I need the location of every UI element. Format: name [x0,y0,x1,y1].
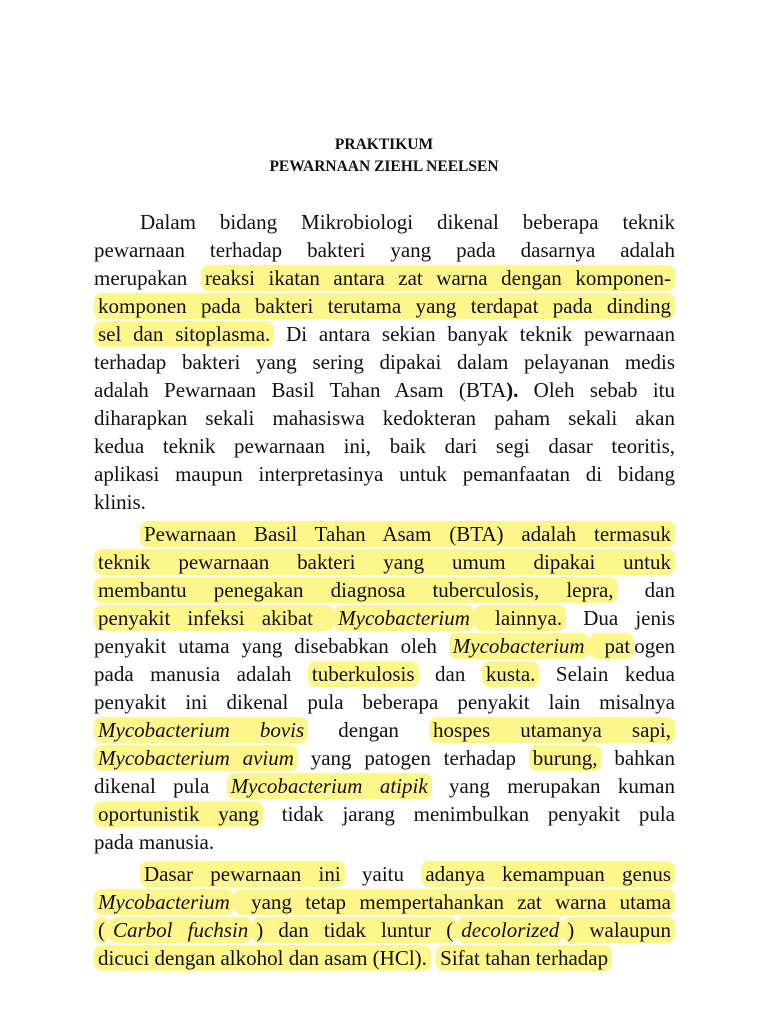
text-segment: yang patogen terhadap [297,746,529,770]
text-segment: penyakit utama yang disebabkan oleh [94,634,449,658]
highlighted-text: adanya kemampuan genus [421,861,675,887]
highlighted-text: ( [94,917,109,943]
text-line [94,460,675,488]
text-line [94,576,675,604]
text-segment: tidak jarang menimbulkan penyakit pula [263,802,676,826]
text-line [94,548,675,576]
text-segment: pada manusia adalah [94,662,308,686]
highlighted-text: komponen pada bakteri terutama yang terdapat pada dinding [94,293,675,319]
highlighted-text: Mycobacterium [449,633,589,659]
text-segment: ). [506,378,519,402]
text-segment: ogen [634,634,676,658]
text-segment: pada manusia. [94,830,215,854]
text-segment: dikenal pula [94,774,227,798]
text-line [94,348,675,376]
text-line [94,828,675,856]
highlighted-text: hospes utamanya sapi, [429,717,675,743]
text-line [94,432,675,460]
text-line [140,520,675,548]
text-line [94,744,675,772]
highlighted-text: Mycobacterium atipik [227,773,432,799]
text-segment: merupakan [94,266,201,290]
highlighted-text: decolorized [457,917,563,943]
text-line [94,916,675,944]
highlighted-text: ) walaupun [563,917,675,943]
text-segment: diharapkan sekali mahasiswa kedokteran paham sekali akan [94,406,675,430]
highlighted-text: burung, [529,745,602,771]
text-line [94,264,675,292]
text-segment: bahkan [601,746,675,770]
text-segment: Di antara sekian banyak teknik pewarnaan [274,322,675,346]
text-segment: penyakit ini dikenal pula beberapa penyakit lain misalnya [94,690,675,714]
highlighted-text: tuberkulosis [308,661,419,687]
highlighted-text: membantu penegakan diagnosa tuberculosis, lepra, [94,577,618,603]
text-line [94,376,675,404]
text-segment: Dua jenis [566,606,676,630]
text-line [94,292,675,320]
text-segment: klinis. [94,490,146,514]
text-line [94,716,675,744]
highlighted-text: Mycobacterium [334,605,474,631]
highlighted-text: dicuci dengan alkohol dan asam (HCl). [94,945,431,971]
text-segment: terhadap bakteri yang sering dipakai dalam pelayanan medis [94,350,675,374]
document-title: PRAKTIKUM [334,136,434,153]
text-segment: pewarnaan terhadap bakteri yang pada dasarnya adalah [94,238,675,262]
text-segment: Dalam bidang Mikrobiologi dikenal beberapa teknik [140,210,675,234]
highlighted-text: reaksi ikatan antara zat warna dengan komponen- [201,265,675,291]
highlighted-text: penyakit infeksi akibat [94,605,334,631]
document-subtitle: PEWARNAAN ZIEHL NEELSEN [269,158,499,175]
text-line [94,800,675,828]
highlighted-text: teknik pewarnaan bakteri yang umum dipakai untuk [94,549,675,575]
text-segment: kedua teknik pewarnaan ini, baik dari segi dasar teoritis, [94,434,675,458]
text-line [140,208,675,236]
text-segment: yang merupakan kuman [431,774,675,798]
highlighted-text: yang tetap mempertahankan zat warna utama [234,889,675,915]
text-line [94,660,675,688]
text-segment: aplikasi maupun interpretasinya untuk pemanfaatan di bidang [94,462,675,486]
highlighted-text: ) dan tidak luntur ( [252,917,457,943]
highlighted-text: sel dan sitoplasma. [94,321,274,347]
highlighted-text: pat [589,633,635,659]
text-line [94,604,675,632]
highlighted-text: Dasar pewarnaan ini [140,861,345,887]
highlighted-text: kusta. [482,661,540,687]
text-line [94,320,675,348]
text-segment: dan [418,662,482,686]
text-line [94,632,675,660]
highlighted-text: Sifat tahan terhadap [436,945,612,971]
highlighted-text: Mycobacterium bovis [94,717,308,743]
text-line [94,236,675,264]
text-segment: dan [617,578,675,602]
highlighted-text: Carbol fuchsin [109,917,252,943]
highlighted-text: Mycobacterium [94,889,234,915]
text-line [94,944,675,972]
text-segment: adalah Pewarnaan Basil Tahan Asam (BTA [94,378,507,402]
text-segment: yaitu [344,862,422,886]
text-line [94,488,675,516]
highlighted-text: lainnya. [474,605,566,631]
highlighted-text: Mycobacterium avium [94,745,298,771]
text-segment: Selain kedua [539,662,675,686]
text-segment: Oleh sebab itu [518,378,675,402]
text-line [94,772,675,800]
highlighted-text: Pewarnaan Basil Tahan Asam (BTA) adalah termasuk [140,521,675,547]
text-line [94,888,675,916]
highlighted-text: oportunistik yang [94,801,263,827]
text-line [94,688,675,716]
text-line [94,404,675,432]
text-line [140,860,675,888]
text-segment: dengan [308,718,429,742]
